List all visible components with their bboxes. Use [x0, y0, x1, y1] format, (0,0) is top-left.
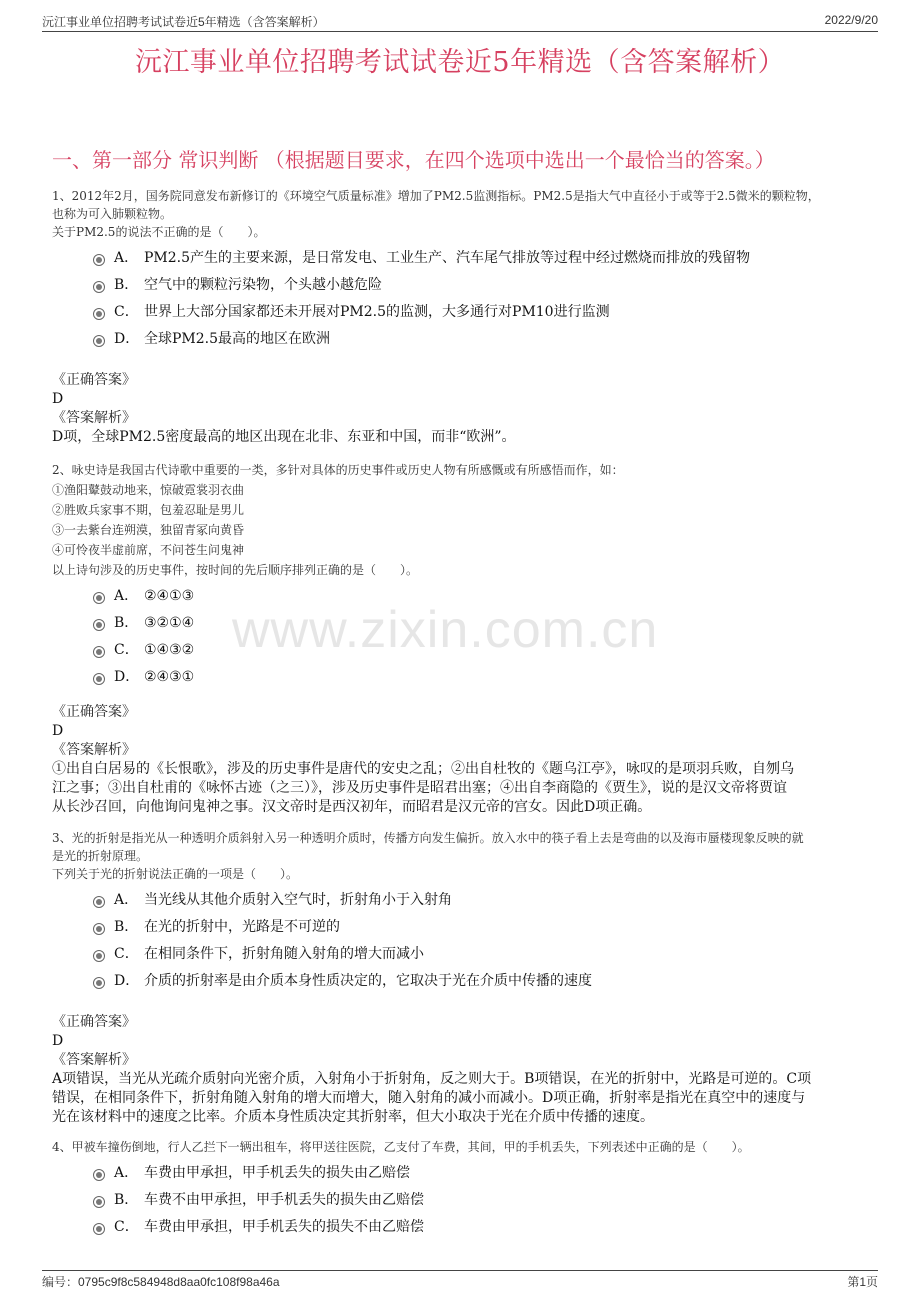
option-letter: A． — [114, 588, 139, 604]
analysis-line: ①出自白居易的《长恨歌》，涉及的历史事件是唐代的安史之乱；②出自杜牧的《题乌江亭》，咏叹的是项羽兵败，自刎乌 — [52, 761, 794, 777]
stem-line: 以上诗句涉及的历史事件，按时间的先后顺序排列正确的是（ ）。 — [52, 563, 419, 577]
option-text: 车费不由甲承担，甲手机丢失的损失由乙赔偿 — [144, 1192, 424, 1208]
radio-icon[interactable] — [93, 335, 105, 347]
option-c[interactable] — [52, 299, 880, 326]
radio-icon[interactable] — [93, 1223, 105, 1235]
radio-icon[interactable] — [93, 281, 105, 293]
option-letter: B． — [114, 277, 139, 293]
radio-icon[interactable] — [93, 646, 105, 658]
answer-block-2 — [52, 703, 880, 817]
option-text: 空气中的颗粒污染物，个头越小越危险 — [144, 277, 382, 293]
question-stem — [52, 829, 880, 883]
option-a[interactable] — [52, 887, 880, 914]
question-1 — [52, 187, 880, 353]
option-text: ①④③② — [144, 642, 195, 658]
option-letter: A． — [114, 892, 139, 908]
radio-icon[interactable] — [93, 308, 105, 320]
radio-icon[interactable] — [93, 254, 105, 266]
option-letter: A． — [114, 1165, 139, 1181]
option-b[interactable] — [52, 272, 880, 299]
analysis-label: 《答案解析》 — [52, 1052, 136, 1068]
answer-block-1 — [52, 371, 880, 447]
radio-icon[interactable] — [93, 977, 105, 989]
option-text: 车费由甲承担，甲手机丢失的损失不由乙赔偿 — [144, 1219, 424, 1235]
radio-icon[interactable] — [93, 1169, 105, 1181]
option-letter: C． — [114, 642, 139, 658]
option-b[interactable] — [52, 1187, 880, 1214]
option-text: ②④①③ — [144, 588, 195, 604]
watermark: www.zixin.com.cn — [232, 601, 659, 659]
option-c[interactable] — [52, 637, 880, 664]
option-text: ③②①④ — [144, 615, 195, 631]
option-text: ②④③① — [144, 669, 195, 685]
option-list — [52, 887, 880, 995]
option-list — [52, 1160, 880, 1241]
answer-block-3 — [52, 1013, 880, 1127]
stem-line: ①渔阳鼙鼓动地来，惊破霓裳羽衣曲 — [52, 483, 245, 497]
stem-line: ③一去紫台连朔漠，独留青冢向黄昏 — [52, 523, 245, 537]
option-text: 在相同条件下，折射角随入射角的增大而减小 — [144, 946, 424, 962]
radio-icon[interactable] — [93, 896, 105, 908]
option-a[interactable] — [52, 583, 880, 610]
option-letter: D． — [114, 973, 140, 989]
option-letter: B． — [114, 1192, 139, 1208]
answer-label: 《正确答案》 — [52, 372, 136, 388]
analysis-label: 《答案解析》 — [52, 742, 136, 758]
radio-icon[interactable] — [93, 619, 105, 631]
stem-line: ④可怜夜半虚前席，不问苍生问鬼神 — [52, 543, 245, 557]
stem-line: 1、2012年2月，国务院同意发布新修订的《环境空气质量标准》增加了PM2.5监测指标。PM2.5是指大气中直径小于或等于2.5微米的颗粒物， — [52, 189, 820, 203]
option-d[interactable] — [52, 664, 880, 691]
option-d[interactable] — [52, 326, 880, 353]
radio-icon[interactable] — [93, 950, 105, 962]
option-text: 全球PM2.5最高的地区在欧洲 — [144, 331, 331, 347]
radio-icon[interactable] — [93, 1196, 105, 1208]
option-b[interactable] — [52, 914, 880, 941]
analysis-line: 错误，在相同条件下，折射角随入射角的增大而增大，随入射角的减小而减小。D项正确，折射率是指光在真空中的速度与 — [52, 1090, 806, 1106]
stem-line: 关于PM2.5的说法不正确的是（ ）。 — [52, 225, 266, 239]
option-text: 世界上大部分国家都还未开展对PM2.5的监测，大多通行对PM10进行监测 — [144, 304, 610, 320]
section-title: 一、第一部分 常识判断 （根据题目要求，在四个选项中选出一个最恰当的答案。） — [52, 148, 775, 172]
option-d[interactable] — [52, 968, 880, 995]
answer-value: D — [52, 1033, 64, 1049]
question-stem — [52, 461, 880, 579]
option-letter: B． — [114, 615, 139, 631]
analysis-line: 光在该材料中的速度之比率。介质本身性质决定其折射率，但大小取决于光在介质中传播的速度。 — [52, 1109, 654, 1125]
stem-line: 3、光的折射是指光从一种透明介质斜射入另一种透明介质时，传播方向发生偏折。放入水中的筷子看上去是弯曲的以及海市蜃楼现象反映的就 — [52, 831, 804, 845]
option-letter: C． — [114, 946, 139, 962]
option-letter: C． — [114, 1219, 139, 1235]
document-code: 编号：0795c9f8c584948d8aa0fc108f98a46a — [42, 1275, 280, 1289]
option-letter: C． — [114, 304, 139, 320]
answer-value: D — [52, 391, 64, 407]
option-text: 车费由甲承担，甲手机丢失的损失由乙赔偿 — [144, 1165, 410, 1181]
option-text: 介质的折射率是由介质本身性质决定的，它取决于光在介质中传播的速度 — [144, 973, 592, 989]
answer-value: D — [52, 723, 64, 739]
option-list — [52, 245, 880, 353]
stem-line: 也称为可入肺颗粒物。 — [52, 207, 173, 221]
question-stem — [52, 1138, 880, 1156]
question-4 — [52, 1138, 880, 1241]
option-list — [52, 583, 880, 691]
answer-label: 《正确答案》 — [52, 1014, 136, 1030]
header-doc-title: 沅江事业单位招聘考试试卷近5年精选（含答案解析） — [42, 15, 325, 29]
option-text: PM2.5产生的主要来源，是日常发电、工业生产、汽车尾气排放等过程中经过燃烧而排放的残留物 — [144, 250, 751, 266]
option-text: 当光线从其他介质射入空气时，折射角小于入射角 — [144, 892, 452, 908]
option-letter: B． — [114, 919, 139, 935]
analysis-label: 《答案解析》 — [52, 410, 136, 426]
analysis-line: A项错误，当光从光疏介质射向光密介质，入射角小于折射角，反之则大于。B项错误，在光的折射中，光路是可逆的。C项 — [52, 1071, 812, 1087]
page-title: 沅江事业单位招聘考试试卷近5年精选（含答案解析） — [134, 47, 786, 78]
analysis-line: D项，全球PM2.5密度最高的地区出现在北非、东亚和中国，而非“欧洲”。 — [52, 429, 516, 445]
option-a[interactable] — [52, 1160, 880, 1187]
radio-icon[interactable] — [93, 673, 105, 685]
question-2 — [52, 461, 880, 691]
question-stem — [52, 187, 880, 241]
option-c[interactable] — [52, 1214, 880, 1241]
option-c[interactable] — [52, 941, 880, 968]
page-footer — [42, 1270, 878, 1289]
question-3 — [52, 829, 880, 995]
stem-line: 下列关于光的折射说法正确的一项是（ ）。 — [52, 867, 299, 881]
stem-line: 2、咏史诗是我国古代诗歌中重要的一类，多针对具体的历史事件或历史人物有所感慨或有所感悟而作，如： — [52, 463, 624, 477]
option-letter: D． — [114, 669, 140, 685]
option-text: 在光的折射中，光路是不可逆的 — [144, 919, 340, 935]
stem-line: 是光的折射原理。 — [52, 849, 149, 863]
option-letter: A． — [114, 250, 139, 266]
header-date: 2022/9/20 — [824, 13, 878, 27]
answer-label: 《正确答案》 — [52, 704, 136, 720]
option-a[interactable] — [52, 245, 880, 272]
analysis-line: 从长沙召回，向他询问鬼神之事。汉文帝时是西汉初年，而昭君是汉元帝的宫女。因此D项正确。 — [52, 799, 652, 815]
stem-line: ②胜败兵家事不期，包羞忍耻是男儿 — [52, 503, 245, 517]
radio-icon[interactable] — [93, 923, 105, 935]
analysis-line: 江之事；③出自杜甫的《咏怀古迹（之三）》，涉及历史事件是昭君出塞；④出自李商隐的《贾生》，说的是汉文帝将贾谊 — [52, 780, 787, 796]
page-header — [42, 13, 878, 32]
stem-line: 4、甲被车撞伤倒地，行人乙拦下一辆出租车，将甲送往医院，乙支付了车费，其间，甲的手机丢失，下列表述中正确的是（ ）。 — [52, 1140, 750, 1154]
option-letter: D． — [114, 331, 140, 347]
option-b[interactable] — [52, 610, 880, 637]
page-number: 第1页 — [847, 1275, 878, 1289]
radio-icon[interactable] — [93, 592, 105, 604]
